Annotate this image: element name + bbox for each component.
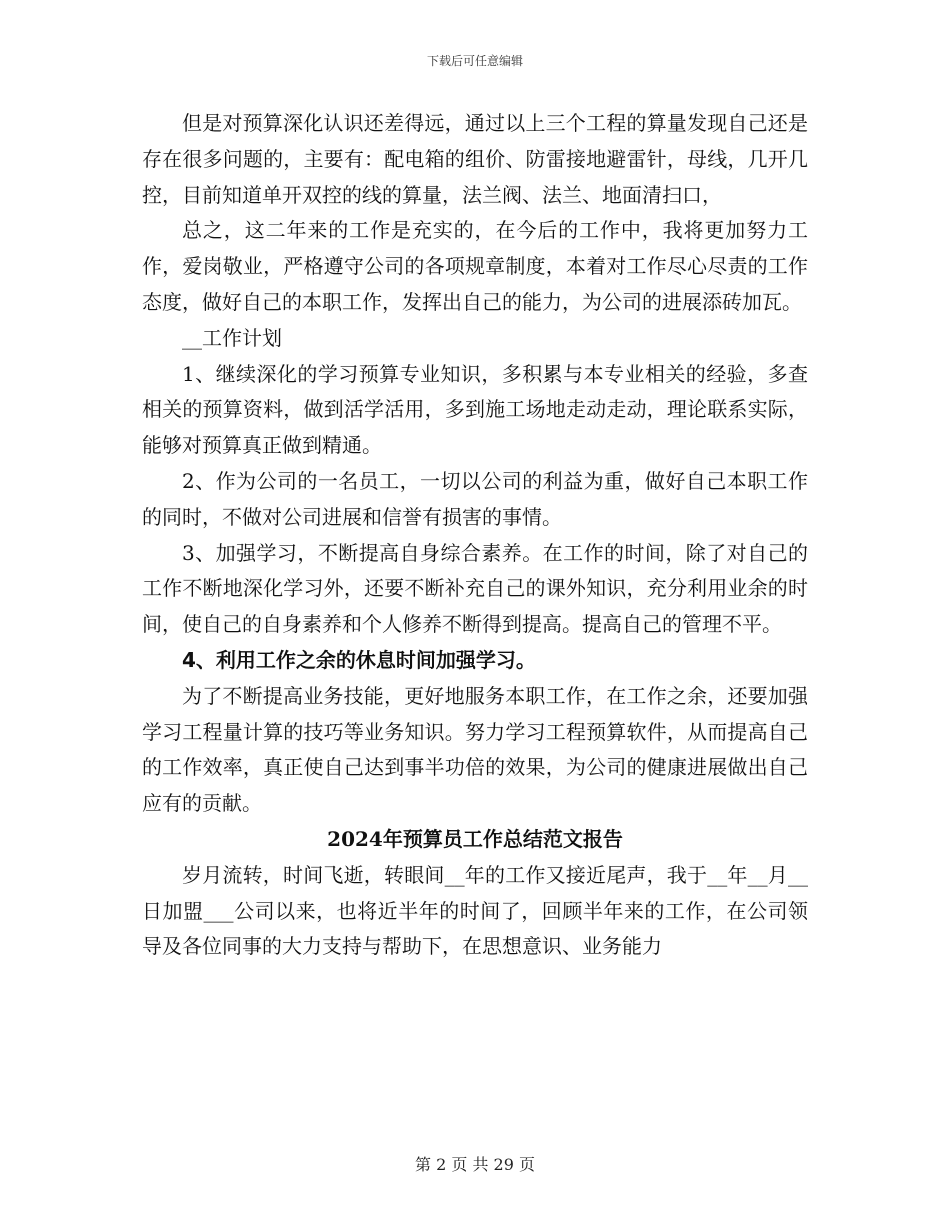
document-body: [142, 106, 808, 965]
paragraph-plan-item-3: 3、加强学习，不断提高自身综合素养。在工作的时间，除了对自己的工作不断地深化学习外，还要不断补充自己的课外知识，充分利用业余的时间，使自己的自身素养和个人修养不断得到提高。提高自己的管理不平。: [142, 540, 808, 637]
page-number-footer: 第 2 页 共 29 页: [415, 1155, 535, 1174]
page-header-note: 下载后可任意编辑: [426, 54, 523, 68]
paragraph-plan-item-2: 2、作为公司的一名员工，一切以公司的利益为重，做好自己本职工作的同时，不做对公司进展和信誉有损害的事情。: [142, 468, 808, 529]
paragraph-budget-issues: 但是对预算深化认识还差得远，通过以上三个工程的算量发现自己还是存在很多问题的，主要有：配电箱的组价、防雷接地避雷针，母线，几开几控，目前知道单开双控的线的算量，法兰阀、法兰、地面清扫口，: [142, 111, 808, 207]
paragraph-report-intro: 岁月流转，时间飞逝，转眼间__年的工作又接近尾声，我于__年__月__日加盟___公司以来，也将近半年的时间了，回顾半年来的工作，在公司领导及各位同事的大力支持与帮助下，在思想意识、业务能力: [142, 862, 808, 959]
paragraph-work-plan-heading: __工作计划: [182, 325, 282, 350]
paragraph-skill-improvement: 为了不断提高业务技能，更好地服务本职工作，在工作之余，还要加强学习工程量计算的技巧等业务知识。努力学习工程预算软件，从而提高自己的工作效率，真正使自己达到事半功倍的效果，为公司的健康进展做出自己应有的贡献。: [142, 683, 808, 816]
paragraph-summary: 总之，这二年来的工作是充实的，在今后的工作中，我将更加努力工作，爱岗敬业，严格遵守公司的各项规章制度，本着对工作尽心尽责的工作态度，做好自己的本职工作，发挥出自己的能力，为公司的进展添砖加瓦。: [142, 218, 808, 314]
paragraph-plan-item-4: 4、利用工作之余的休息时间加强学习。: [182, 647, 536, 672]
paragraph-plan-item-1: 1、继续深化的学习预算专业知识，多积累与本专业相关的经验，多查相关的预算资料，做到活学活用，多到施工场地走动走动，理论联系实际，能够对预算真正做到精通。: [142, 361, 808, 458]
section-title: 2024年预算员工作总结范文报告: [327, 826, 623, 851]
